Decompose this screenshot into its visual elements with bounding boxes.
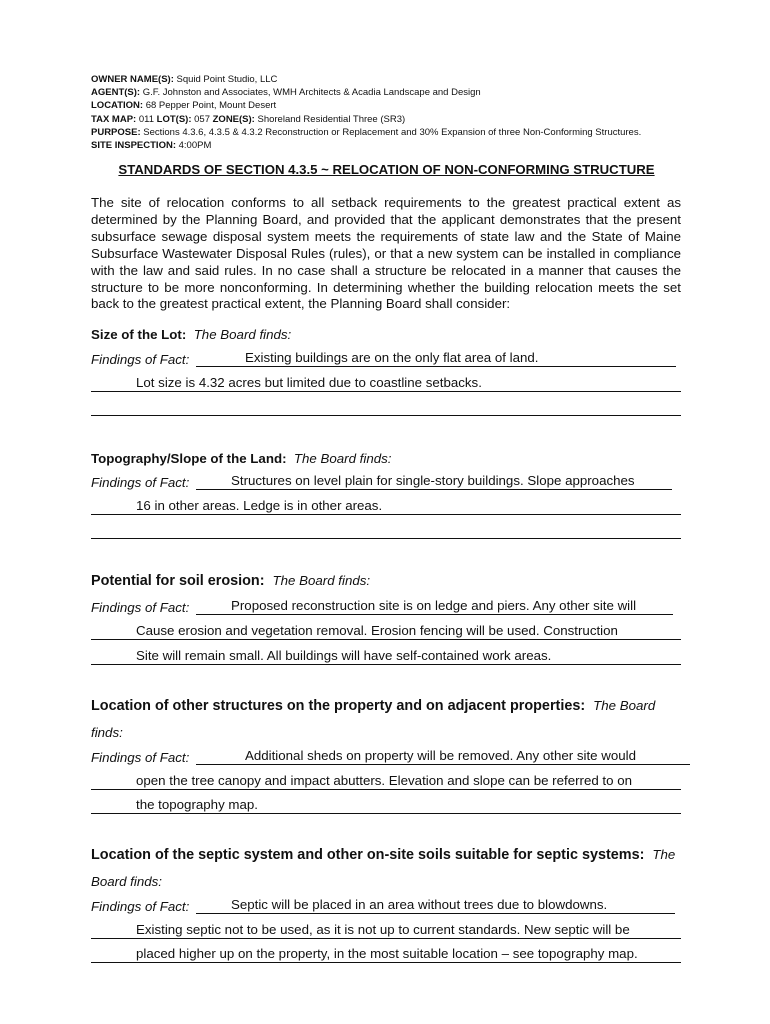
finding-line[interactable]: the topography map. [91,797,681,814]
finding-line-blank[interactable] [91,537,681,539]
header-block [91,73,641,152]
findings-label: Findings of Fact: [91,600,190,615]
finding-line[interactable]: Existing septic not to be used, as it is not up to current standards. New septic will be [91,922,681,939]
finding-line[interactable]: Proposed reconstruction site is on ledge and piers. Any other site will [196,598,673,615]
finding-line[interactable]: Septic will be placed in an area without trees due to blowdowns. [196,897,675,914]
section-heading-topography: Topography/Slope of the Land: The Board finds: [91,451,392,466]
findings-label: Findings of Fact: [91,475,190,490]
taxmap-line: TAX MAP: 011 LOT(S): 057 ZONE(S): Shoreland Residential Three (SR3) [91,113,406,125]
finding-line[interactable]: Existing buildings are on the only flat area of land. [196,350,676,367]
board-finds-continued: Board finds: [91,874,162,889]
finding-line[interactable]: Additional sheds on property will be removed. Any other site would [196,748,690,765]
agent-line: AGENT(S): G.F. Johnston and Associates, WMH Architects & Acadia Landscape and Design [91,87,481,99]
findings-label: Findings of Fact: [91,352,190,367]
finding-line[interactable]: open the tree canopy and impact abutters. Elevation and slope can be referred to on [91,773,681,790]
purpose-line: PURPOSE: Sections 4.3.6, 4.3.5 & 4.3.2 Reconstruction or Replacement and 30% Expansion of three Non-Conforming Structures. [91,126,642,138]
section-heading-structures: Location of other structures on the property and on adjacent properties: The Board [91,698,656,714]
finding-line[interactable]: Cause erosion and vegetation removal. Erosion fencing will be used. Construction [91,623,681,640]
section-heading-size: Size of the Lot: The Board finds: [91,327,292,342]
finding-line[interactable]: 16 in other areas. Ledge is in other areas. [91,498,681,515]
finding-line-blank[interactable] [91,414,681,416]
section-heading-erosion: Potential for soil erosion: The Board finds: [91,573,371,589]
section-heading-septic: Location of the septic system and other on-site soils suitable for septic systems: The [91,847,676,863]
finding-line[interactable]: Site will remain small. All buildings will have self-contained work areas. [91,648,681,665]
findings-label: Findings of Fact: [91,899,190,914]
document-title: STANDARDS OF SECTION 4.3.5 ~ RELOCATION OF NON-CONFORMING STRUCTURE [118,162,655,177]
inspection-line: SITE INSPECTION: 4:00PM [91,140,212,152]
intro-paragraph: The site of relocation conforms to all setback requirements to the greatest practical extent as determined by the Planning Board, and provided that the applicant demonstrates that the present subsurface sewage disposal system meets the requirements of state law and the State of Maine Subsurface Wastewater Disposal Rules (rules), or that a new system can be installed in compliance with the law and said rules. In no case shall a structure be relocated in a manner that causes the structure to be more nonconforming. In determining whether the building relocation meets the set back to the greatest practical extent, the Planning Board shall consider: [91,195,681,312]
location-line: LOCATION: 68 Pepper Point, Mount Desert [91,100,277,112]
finding-line[interactable]: Lot size is 4.32 acres but limited due to coastline setbacks. [91,375,681,392]
findings-label: Findings of Fact: [91,750,190,765]
board-finds-continued: finds: [91,725,123,740]
finding-line[interactable]: Structures on level plain for single-story buildings. Slope approaches [196,473,672,490]
owner-line: OWNER NAME(S): Squid Point Studio, LLC [91,74,278,85]
finding-line[interactable]: placed higher up on the property, in the most suitable location – see topography map. [91,946,681,963]
